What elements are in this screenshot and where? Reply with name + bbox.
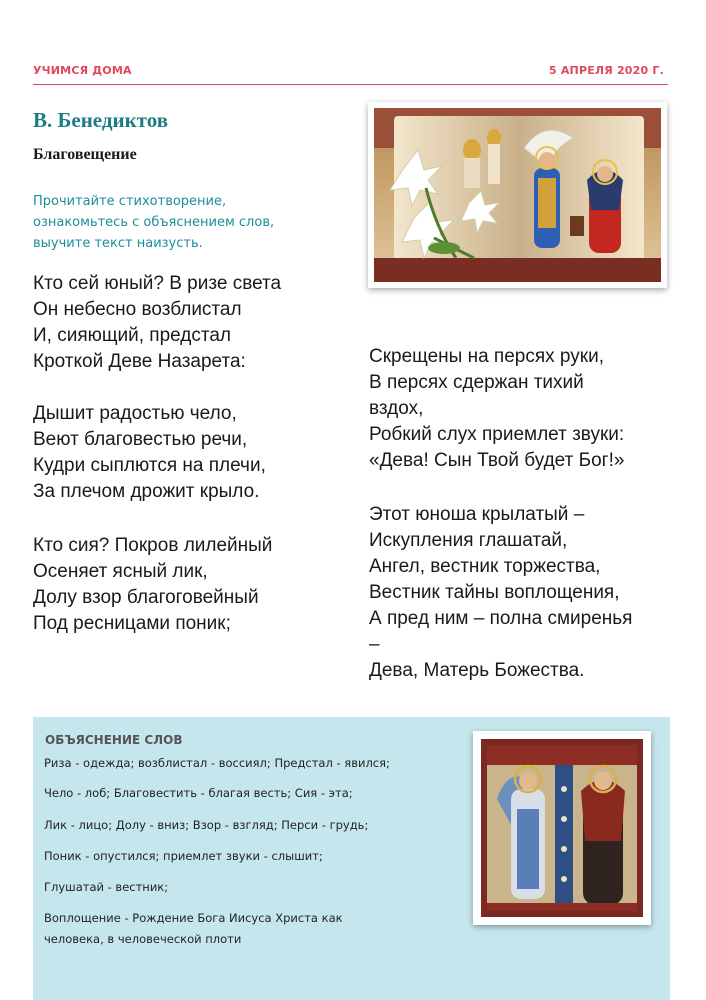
poem-line: Дышит радостью чело,: [33, 403, 237, 424]
explanation-line: Поник - опустился; приемлет звуки - слышит;: [44, 849, 323, 863]
poem-line: Этот юноша крылатый –: [369, 504, 585, 525]
header-section-title: УЧИМСЯ ДОМА: [33, 64, 132, 77]
poem-author: В. Бенедиктов: [33, 108, 169, 132]
poem-line: Кто сей юный? В ризе света: [33, 273, 282, 294]
explanation-line: Воплощение - Рождение Бога Иисуса Христа как: [44, 911, 343, 925]
poem-line: Кудри сыплются на плечи,: [33, 455, 266, 476]
poem-line: А пред ним – полна смиренья: [369, 608, 633, 629]
poem-line: Дева, Матерь Божества.: [369, 660, 585, 681]
poem-line: В персях сдержан тихий: [369, 372, 584, 393]
poem-line: Осеняет ясный лик,: [33, 561, 208, 582]
poem-line: вздох,: [369, 398, 424, 419]
header-date: 5 АПРЕЛЯ 2020 Г.: [548, 64, 664, 77]
poem-line: За плечом дрожит крыло.: [33, 481, 260, 502]
word-explanation-box: [33, 717, 670, 1000]
explanation-line: Лик - лицо; Долу - вниз; Взор - взгляд; Перси - грудь;: [44, 818, 369, 832]
annunciation-painting-icon: [374, 108, 661, 282]
header-divider: [33, 84, 668, 85]
poem-stanza-4: [369, 344, 624, 474]
instruction-line: выучите текст наизусть.: [33, 236, 203, 251]
annunciation-icon-icon: [481, 739, 643, 917]
poem-line: «Дева! Сын Твой будет Бог!»: [369, 450, 625, 471]
poem-line: Веют благовестью речи,: [33, 429, 248, 450]
poem-title: Благовещение: [33, 146, 137, 163]
poem-stanza-2: [33, 401, 266, 505]
poem-line: Долу взор благоговейный: [33, 587, 259, 608]
explanation-line: человека, в человеческой плоти: [44, 932, 242, 946]
poem-line: Он небесно возблистал: [33, 299, 242, 320]
poem-line: –: [369, 634, 380, 655]
annunciation-book-image: [368, 102, 667, 288]
instruction-line: ознакомьтесь с объяснением слов,: [33, 215, 275, 230]
poem-line: Кроткой Деве Назарета:: [33, 351, 246, 372]
poem-stanza-1: [33, 271, 281, 375]
poem-line: И, сияющий, предстал: [33, 325, 232, 346]
explanation-line: Чело - лоб; Благовестить - благая весть; Сия - эта;: [44, 786, 353, 800]
poem-line: Робкий слух приемлет звуки:: [369, 424, 625, 445]
reading-instruction: [33, 191, 274, 254]
poem-stanza-3: [33, 533, 272, 637]
explanation-line: Риза - одежда; возблистал - воссиял; Предстал - явился;: [44, 756, 390, 770]
poem-line: Ангел, вестник торжества,: [369, 556, 601, 577]
explanation-heading: ОБЪЯСНЕНИЕ СЛОВ: [45, 733, 183, 747]
instruction-line: Прочитайте стихотворение,: [33, 194, 227, 209]
poem-stanza-5: [369, 502, 632, 684]
poem-line: Скрещены на персях руки,: [369, 346, 604, 367]
poem-line: Искупления глашатай,: [369, 530, 568, 551]
explanation-line: Глушатай - вестник;: [44, 880, 169, 894]
poem-line: Кто сия? Покров лилейный: [33, 535, 273, 556]
poem-line: Вестник тайны воплощения,: [369, 582, 620, 603]
annunciation-icon-image: [473, 731, 651, 925]
poem-line: Под ресницами поник;: [33, 613, 231, 634]
